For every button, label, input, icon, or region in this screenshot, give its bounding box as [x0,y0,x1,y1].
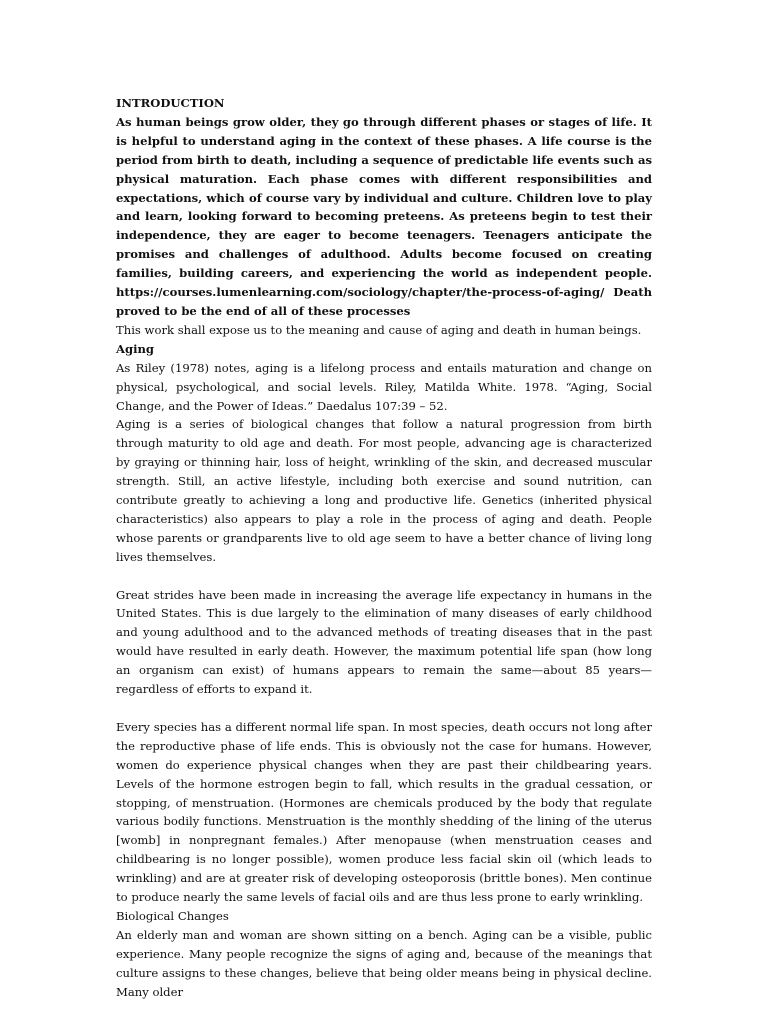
biological-changes-paragraph: Aging is a series of biological changes that follow a natural progression from birth through maturity to old age and death. For most people, advancing age is characterized by graying or thinning hair, loss of height, wrinkling of the skin, and decreased muscular strength. Still, an active lifestyle, including both exercise and sound nutrition, can contribute greatly to achieving a long and productive life. Genetics (inherited physical characteristics) also appears to play a role in the process of aging and death. People whose parents or grandparents live to old age seem to have a better chance of living long lives themselves. [116,417,652,564]
biological-changes-heading: Biological Changes [116,908,229,923]
elderly-paragraph: An elderly man and woman are shown sitting on a bench. Aging can be a visible, public experience. Many people recognize the signs of aging and, because of the meanings that culture assigns to these changes, believe that being older means being in physical decline. Many older [116,927,652,999]
life-span-paragraph: Every species has a different normal life span. In most species, death occurs not long after the reproductive phase of life ends. This is obviously not the case for humans. However, women do experience physical changes when they are past their childbearing years. Levels of the hormone estrogen begin to fall, which results in the gradual cessation, or stopping, of menstruation. (Hormones are chemicals produced by the body that regulate various bodily functions. Menstruation is the monthly shedding of the lining of the uterus [womb] in nonpregnant females.) After menopause (when menstruation ceases and childbearing is no longer possible), women produce less facial skin oil (which leads to wrinkling) and are at greater risk of developing osteoporosis (brittle bones). Men continue to produce nearly the same levels of facial oils and are thus less prone to early wrinkling. [116,719,652,905]
document-body [116,94,652,1001]
scope-statement: This work shall expose us to the meaning and cause of aging and death in human beings. [116,322,642,337]
introduction-heading: INTRODUCTION [116,96,225,110]
aging-heading: Aging [116,341,155,356]
introduction-paragraph: As human beings grow older, they go through different phases or stages of life. It is helpful to understand aging in the context of these phases. A life course is the period from birth to death, including a sequence of predictable life events such as physical maturation. Each phase comes with different responsibilities and expectations, which of course vary by individual and culture. Children love to play and learn, looking forward to becoming preteens. As preteens begin to test their independence, they are eager to become teenagers. Teenagers anticipate the promises and challenges of adulthood. Adults become focused on creating families, building careers, and experiencing the world as independent people. https://courses.lumenlearning.com/sociology/chapter/the-process-of-aging/ Death proved to be the end of all of these processes [116,114,652,318]
riley-paragraph: As Riley (1978) notes, aging is a lifelong process and entails maturation and change on physical, psychological, and social levels. Riley, Matilda White. 1978. “Aging, Social Change, and the Power of Ideas.” Daedalus 107:39 – 52. [116,360,652,413]
paragraph-spacer [116,567,652,586]
life-expectancy-paragraph: Great strides have been made in increasing the average life expectancy in humans in the United States. This is due largely to the elimination of many diseases of early childhood and young adulthood and to the advanced methods of treating diseases that in the past would have resulted in early death. However, the maximum potential life span (how long an organism can exist) of humans appears to remain the same—about 85 years—regardless of efforts to expand it. [116,587,652,697]
paragraph-spacer [116,699,652,718]
